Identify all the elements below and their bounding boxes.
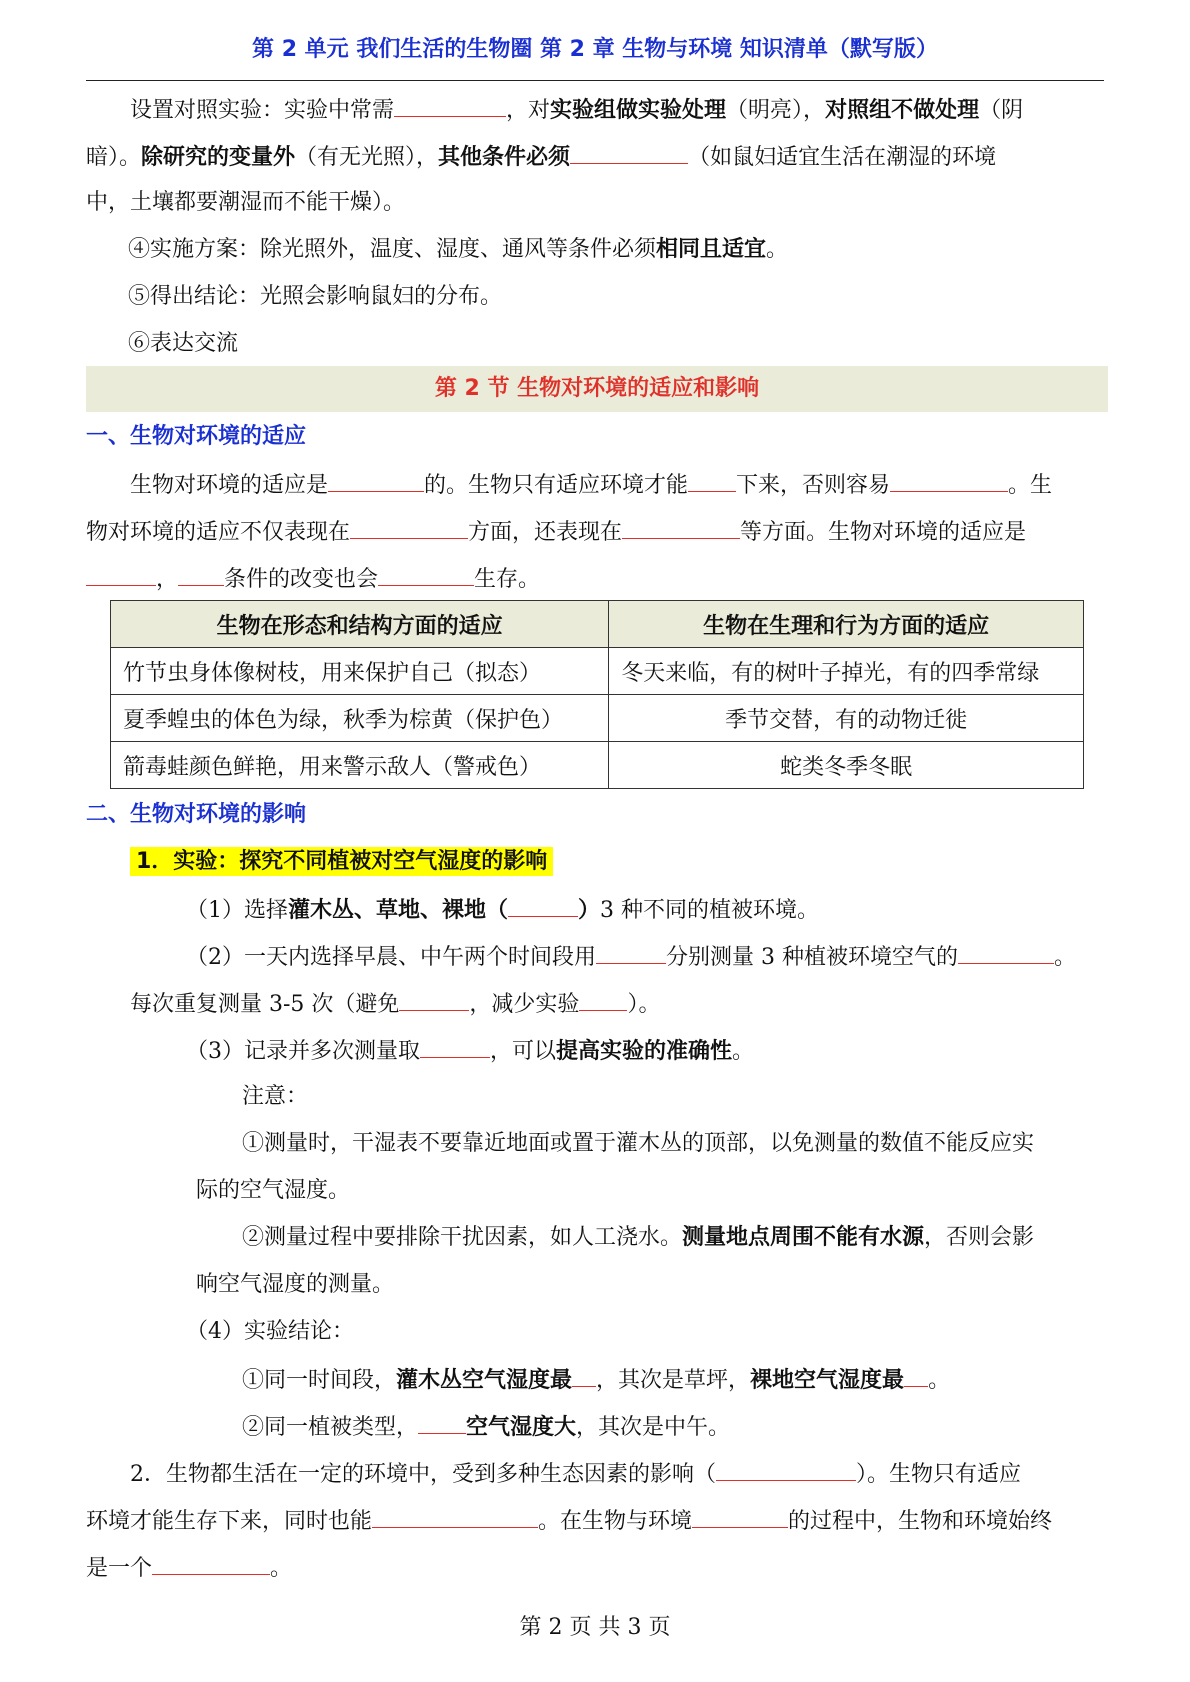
- step-2-cont: 每次重复测量 3-5 次（避免 ，减少实验 ）。: [130, 988, 660, 1020]
- blank: [378, 563, 474, 586]
- table-header-row: [111, 601, 1084, 648]
- table-row: [111, 695, 1084, 742]
- blank: [152, 1552, 270, 1575]
- experiment-title: 1．实验：探究不同植被对空气湿度的影响: [130, 847, 553, 877]
- header-rule: [86, 80, 1104, 81]
- conclusion-1: ①同一时间段，灌木丛空气湿度最 ，其次是草坪，裸地空气湿度最 。: [242, 1364, 950, 1396]
- adaptation-heading: 一、生物对环境的适应: [86, 424, 307, 449]
- blank: [350, 516, 468, 539]
- blank: [904, 1364, 928, 1387]
- blank: [579, 988, 627, 1011]
- section-title-band: 第 2 节 生物对环境的适应和影响: [86, 366, 1108, 412]
- blank: [394, 94, 506, 117]
- para2-line-2: 环境才能生存下来，同时也能 。在生物与环境 的过程中，生物和环境始终: [86, 1505, 1052, 1537]
- blank: [958, 941, 1054, 964]
- blank: [572, 1364, 596, 1387]
- blank: [178, 563, 224, 586]
- table-cell: 蛇类冬季冬眠: [609, 742, 1084, 789]
- adaptation-line-1: 生物对环境的适应是 的。生物只有适应环境才能 下来，否则容易 。生: [130, 469, 1052, 501]
- blank: [420, 1035, 490, 1058]
- adaptation-line-3: ， 条件的改变也会 生存。: [86, 563, 540, 595]
- influence-heading: 二、生物对环境的影响: [86, 802, 307, 827]
- blank: [692, 1505, 788, 1528]
- blank: [86, 563, 156, 586]
- page-footer: 第 2 页 共 3 页: [519, 1615, 671, 1640]
- blank: [418, 1411, 466, 1434]
- blank: [688, 469, 736, 492]
- table-cell: 夏季蝗虫的体色为绿，秋季为棕黄（保护色）: [111, 695, 609, 742]
- table-cell: 冬天来临，有的树叶子掉光，有的四季常绿: [609, 648, 1084, 695]
- note-2: ②测量过程中要排除干扰因素，如人工浇水。测量地点周围不能有水源，否则会影: [242, 1225, 1035, 1250]
- table-row: [111, 648, 1084, 695]
- step-4: ④实施方案：除光照外，温度、湿度、通风等条件必须相同且适宜。: [128, 237, 789, 262]
- table-header: 生物在形态和结构方面的适应: [111, 601, 609, 648]
- adaptation-line-2: 物对环境的适应不仅表现在 方面，还表现在 等方面。生物对环境的适应是: [86, 516, 1026, 548]
- blank: [622, 516, 740, 539]
- table-cell: 箭毒蛙颜色鲜艳，用来警示敌人（警戒色）: [111, 742, 609, 789]
- control-line-3: 中，土壤都要潮湿而不能干燥）。: [86, 190, 406, 215]
- step-2: （2）一天内选择早晨、中午两个时间段用 分别测量 3 种植被环境空气的 。: [186, 941, 1076, 973]
- step-1: （1）选择灌木丛、草地、裸地（ ）3 种不同的植被环境。: [186, 894, 819, 926]
- adaptation-table: [110, 600, 1084, 789]
- page-header-title: 第 2 单元 我们生活的生物圈 第 2 章 生物与环境 知识清单（默写版）: [252, 37, 938, 62]
- blank: [716, 1458, 856, 1481]
- control-line-1: 设置对照实验：实验中常需 ，对实验组做实验处理（明亮），对照组不做处理（阴: [130, 94, 1023, 126]
- para2-line-1: 2．生物都生活在一定的环境中，受到多种生态因素的影响（ ）。生物只有适应: [130, 1458, 1021, 1490]
- step-3: （3）记录并多次测量取 ，可以提高实验的准确性。: [186, 1035, 754, 1067]
- step-4-conclusion: （4）实验结论：: [186, 1319, 354, 1344]
- para2-line-3: 是一个 。: [86, 1552, 292, 1584]
- table-row: [111, 742, 1084, 789]
- note-2-cont: 响空气湿度的测量。: [196, 1272, 395, 1297]
- table-header: 生物在生理和行为方面的适应: [609, 601, 1084, 648]
- blank: [372, 1505, 538, 1528]
- control-line-2: 暗）。除研究的变量外（有无光照），其他条件必须 （如鼠妇适宜生活在潮湿的环境: [86, 141, 996, 173]
- step-5: ⑤得出结论：光照会影响鼠妇的分布。: [128, 284, 503, 309]
- note-1: ①测量时，干湿表不要靠近地面或置于灌木丛的顶部，以免测量的数值不能反应实: [242, 1131, 1035, 1156]
- blank: [508, 894, 578, 917]
- note-1-cont: 际的空气湿度。: [196, 1178, 351, 1203]
- conclusion-2: ②同一植被类型， 空气湿度大，其次是中午。: [242, 1411, 730, 1443]
- table-cell: 竹节虫身体像树枝，用来保护自己（拟态）: [111, 648, 609, 695]
- blank: [399, 988, 469, 1011]
- step-6: ⑥表达交流: [128, 331, 239, 356]
- blank: [890, 469, 1008, 492]
- note-label: 注意：: [242, 1084, 309, 1109]
- table-cell: 季节交替，有的动物迁徙: [609, 695, 1084, 742]
- blank: [596, 941, 666, 964]
- blank: [570, 141, 688, 164]
- blank: [328, 469, 424, 492]
